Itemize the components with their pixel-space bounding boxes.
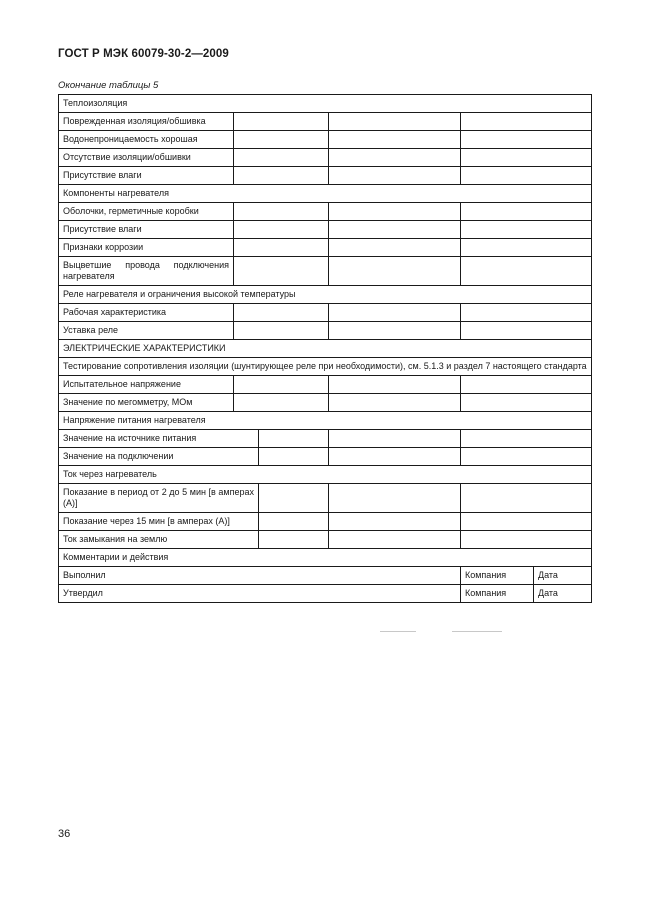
input-cell[interactable]	[234, 113, 329, 131]
table-row	[59, 239, 592, 257]
input-cell[interactable]	[234, 221, 329, 239]
table-row	[59, 531, 592, 549]
input-cell[interactable]	[461, 322, 592, 340]
input-cell[interactable]	[234, 167, 329, 185]
input-cell[interactable]	[259, 484, 329, 513]
insulation-test-note: Тестирование сопротивления изоляции (шунтирующее реле при необходимости), см. 5.1.3 и раздел 7 настоящего стандарта	[59, 358, 592, 376]
input-cell[interactable]	[329, 203, 461, 221]
input-cell[interactable]	[461, 484, 592, 513]
input-cell[interactable]	[461, 394, 592, 412]
input-cell[interactable]	[234, 239, 329, 257]
table-row	[59, 131, 592, 149]
input-cell[interactable]	[461, 376, 592, 394]
input-cell[interactable]	[259, 430, 329, 448]
input-cell[interactable]	[461, 531, 592, 549]
input-cell[interactable]	[234, 322, 329, 340]
row-label: Значение на подключении	[59, 448, 259, 466]
row-label: Водонепроницаемость хорошая	[59, 131, 234, 149]
input-cell[interactable]	[461, 131, 592, 149]
inspection-form-table	[58, 94, 592, 603]
row-label: Присутствие влаги	[59, 167, 234, 185]
input-cell[interactable]	[461, 221, 592, 239]
input-cell[interactable]	[259, 513, 329, 531]
row-label: Показание в период от 2 до 5 мин [в амперах (А)]	[59, 484, 259, 513]
section-title-supply-voltage: Напряжение питания нагревателя	[59, 412, 592, 430]
table-row	[59, 448, 592, 466]
input-cell[interactable]	[259, 448, 329, 466]
input-cell[interactable]	[329, 448, 461, 466]
row-label: Отсутствие изоляции/обшивки	[59, 149, 234, 167]
section-title-relays: Реле нагревателя и ограничения высокой температуры	[59, 286, 592, 304]
input-cell[interactable]	[461, 513, 592, 531]
row-label: Признаки коррозии	[59, 239, 234, 257]
section-title-heater-current: Ток через нагреватель	[59, 466, 592, 484]
input-cell[interactable]	[234, 376, 329, 394]
input-cell[interactable]	[461, 239, 592, 257]
section-header-row	[59, 412, 592, 430]
input-cell[interactable]	[329, 131, 461, 149]
signature-performed-label: Выполнил	[59, 567, 461, 585]
table-row	[59, 394, 592, 412]
input-cell[interactable]	[461, 149, 592, 167]
table-row	[59, 304, 592, 322]
input-cell[interactable]	[461, 430, 592, 448]
document-header: ГОСТ Р МЭК 60079-30-2—2009	[58, 48, 229, 60]
signature-date-label: Дата	[534, 567, 592, 585]
input-cell[interactable]	[329, 322, 461, 340]
section-title-heater-components: Компоненты нагревателя	[59, 185, 592, 203]
input-cell[interactable]	[329, 149, 461, 167]
input-cell[interactable]	[329, 394, 461, 412]
signature-company-label: Компания	[461, 585, 534, 603]
input-cell[interactable]	[329, 257, 461, 286]
row-label: Выцветшие провода подключения нагревателя	[59, 257, 234, 286]
section-header-row	[59, 549, 592, 567]
table-row	[59, 221, 592, 239]
input-cell[interactable]	[329, 113, 461, 131]
input-cell[interactable]	[461, 203, 592, 221]
input-cell[interactable]	[259, 531, 329, 549]
signature-row	[59, 585, 592, 603]
scan-artifact	[452, 631, 502, 632]
table-row	[59, 430, 592, 448]
page-number: 36	[58, 828, 71, 840]
table-caption: Окончание таблицы 5	[58, 80, 159, 91]
input-cell[interactable]	[234, 149, 329, 167]
row-label: Рабочая характеристика	[59, 304, 234, 322]
row-label: Уставка реле	[59, 322, 234, 340]
table-row	[59, 513, 592, 531]
input-cell[interactable]	[234, 257, 329, 286]
input-cell[interactable]	[329, 531, 461, 549]
row-label: Показание через 15 мин [в амперах (А)]	[59, 513, 259, 531]
input-cell[interactable]	[329, 221, 461, 239]
input-cell[interactable]	[461, 304, 592, 322]
input-cell[interactable]	[461, 113, 592, 131]
table-row	[59, 149, 592, 167]
section-header-row	[59, 95, 592, 113]
table-row	[59, 257, 592, 286]
input-cell[interactable]	[329, 239, 461, 257]
row-label: Испытательное напряжение	[59, 376, 234, 394]
input-cell[interactable]	[329, 304, 461, 322]
table-row	[59, 484, 592, 513]
scan-artifact	[380, 631, 416, 632]
signature-approved-label: Утвердил	[59, 585, 461, 603]
input-cell[interactable]	[234, 304, 329, 322]
section-header-row	[59, 340, 592, 358]
row-label: Значение на источнике питания	[59, 430, 259, 448]
input-cell[interactable]	[234, 203, 329, 221]
section-header-row	[59, 358, 592, 376]
section-header-row	[59, 185, 592, 203]
row-label: Значение по мегомметру, МОм	[59, 394, 234, 412]
section-header-row	[59, 286, 592, 304]
input-cell[interactable]	[234, 131, 329, 149]
input-cell[interactable]	[329, 513, 461, 531]
input-cell[interactable]	[234, 394, 329, 412]
table-row	[59, 322, 592, 340]
input-cell[interactable]	[329, 376, 461, 394]
table-row	[59, 113, 592, 131]
input-cell[interactable]	[329, 484, 461, 513]
section-title-insulation: Теплоизоляция	[59, 95, 592, 113]
section-title-comments: Комментарии и действия	[59, 549, 592, 567]
section-title-electrical: ЭЛЕКТРИЧЕСКИЕ ХАРАКТЕРИСТИКИ	[59, 340, 592, 358]
row-label: Оболочки, герметичные коробки	[59, 203, 234, 221]
table-row	[59, 376, 592, 394]
signature-date-label: Дата	[534, 585, 592, 603]
input-cell[interactable]	[329, 167, 461, 185]
section-header-row	[59, 466, 592, 484]
row-label: Поврежденная изоляция/обшивка	[59, 113, 234, 131]
signature-row	[59, 567, 592, 585]
row-label: Ток замыкания на землю	[59, 531, 259, 549]
input-cell[interactable]	[329, 430, 461, 448]
table-row	[59, 167, 592, 185]
input-cell[interactable]	[461, 448, 592, 466]
signature-company-label: Компания	[461, 567, 534, 585]
row-label: Присутствие влаги	[59, 221, 234, 239]
input-cell[interactable]	[461, 167, 592, 185]
input-cell[interactable]	[461, 257, 592, 286]
table-row	[59, 203, 592, 221]
